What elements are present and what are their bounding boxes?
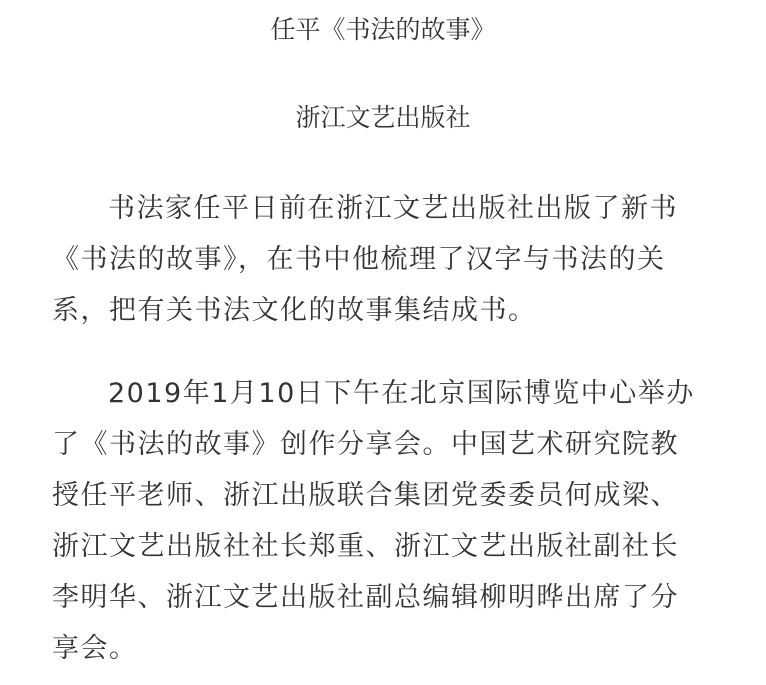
paragraph-line: 书法家任平日前在浙江文艺出版社出版了新书 — [108, 193, 678, 224]
paragraph-line: 系，把有关书法文化的故事集结成书。 — [52, 295, 537, 326]
paragraph-line: 2019年1月10日下午在北京国际博览中心举办 — [108, 378, 695, 409]
paragraph-line: 浙江文艺出版社社长郑重、浙江文艺出版社副社长 — [52, 531, 679, 562]
paragraph-line: 了《书法的故事》创作分享会。中国艺术研究院教 — [52, 429, 679, 460]
paragraph-line: 李明华、浙江文艺出版社副总编辑柳明晔出席了分 — [52, 582, 679, 613]
paragraph-line: 《书法的故事》，在书中他梳理了汉字与书法的关 — [52, 244, 666, 275]
article-title: 任平《书法的故事》 — [270, 15, 496, 44]
paragraph-event — [52, 368, 732, 674]
paragraph-line: 授任平老师、浙江出版联合集团党委委员何成梁、 — [52, 480, 679, 511]
paragraph-intro — [52, 183, 732, 336]
paragraph-line: 享会。 — [52, 633, 138, 664]
publisher-name: 浙江文艺出版社 — [295, 103, 471, 132]
